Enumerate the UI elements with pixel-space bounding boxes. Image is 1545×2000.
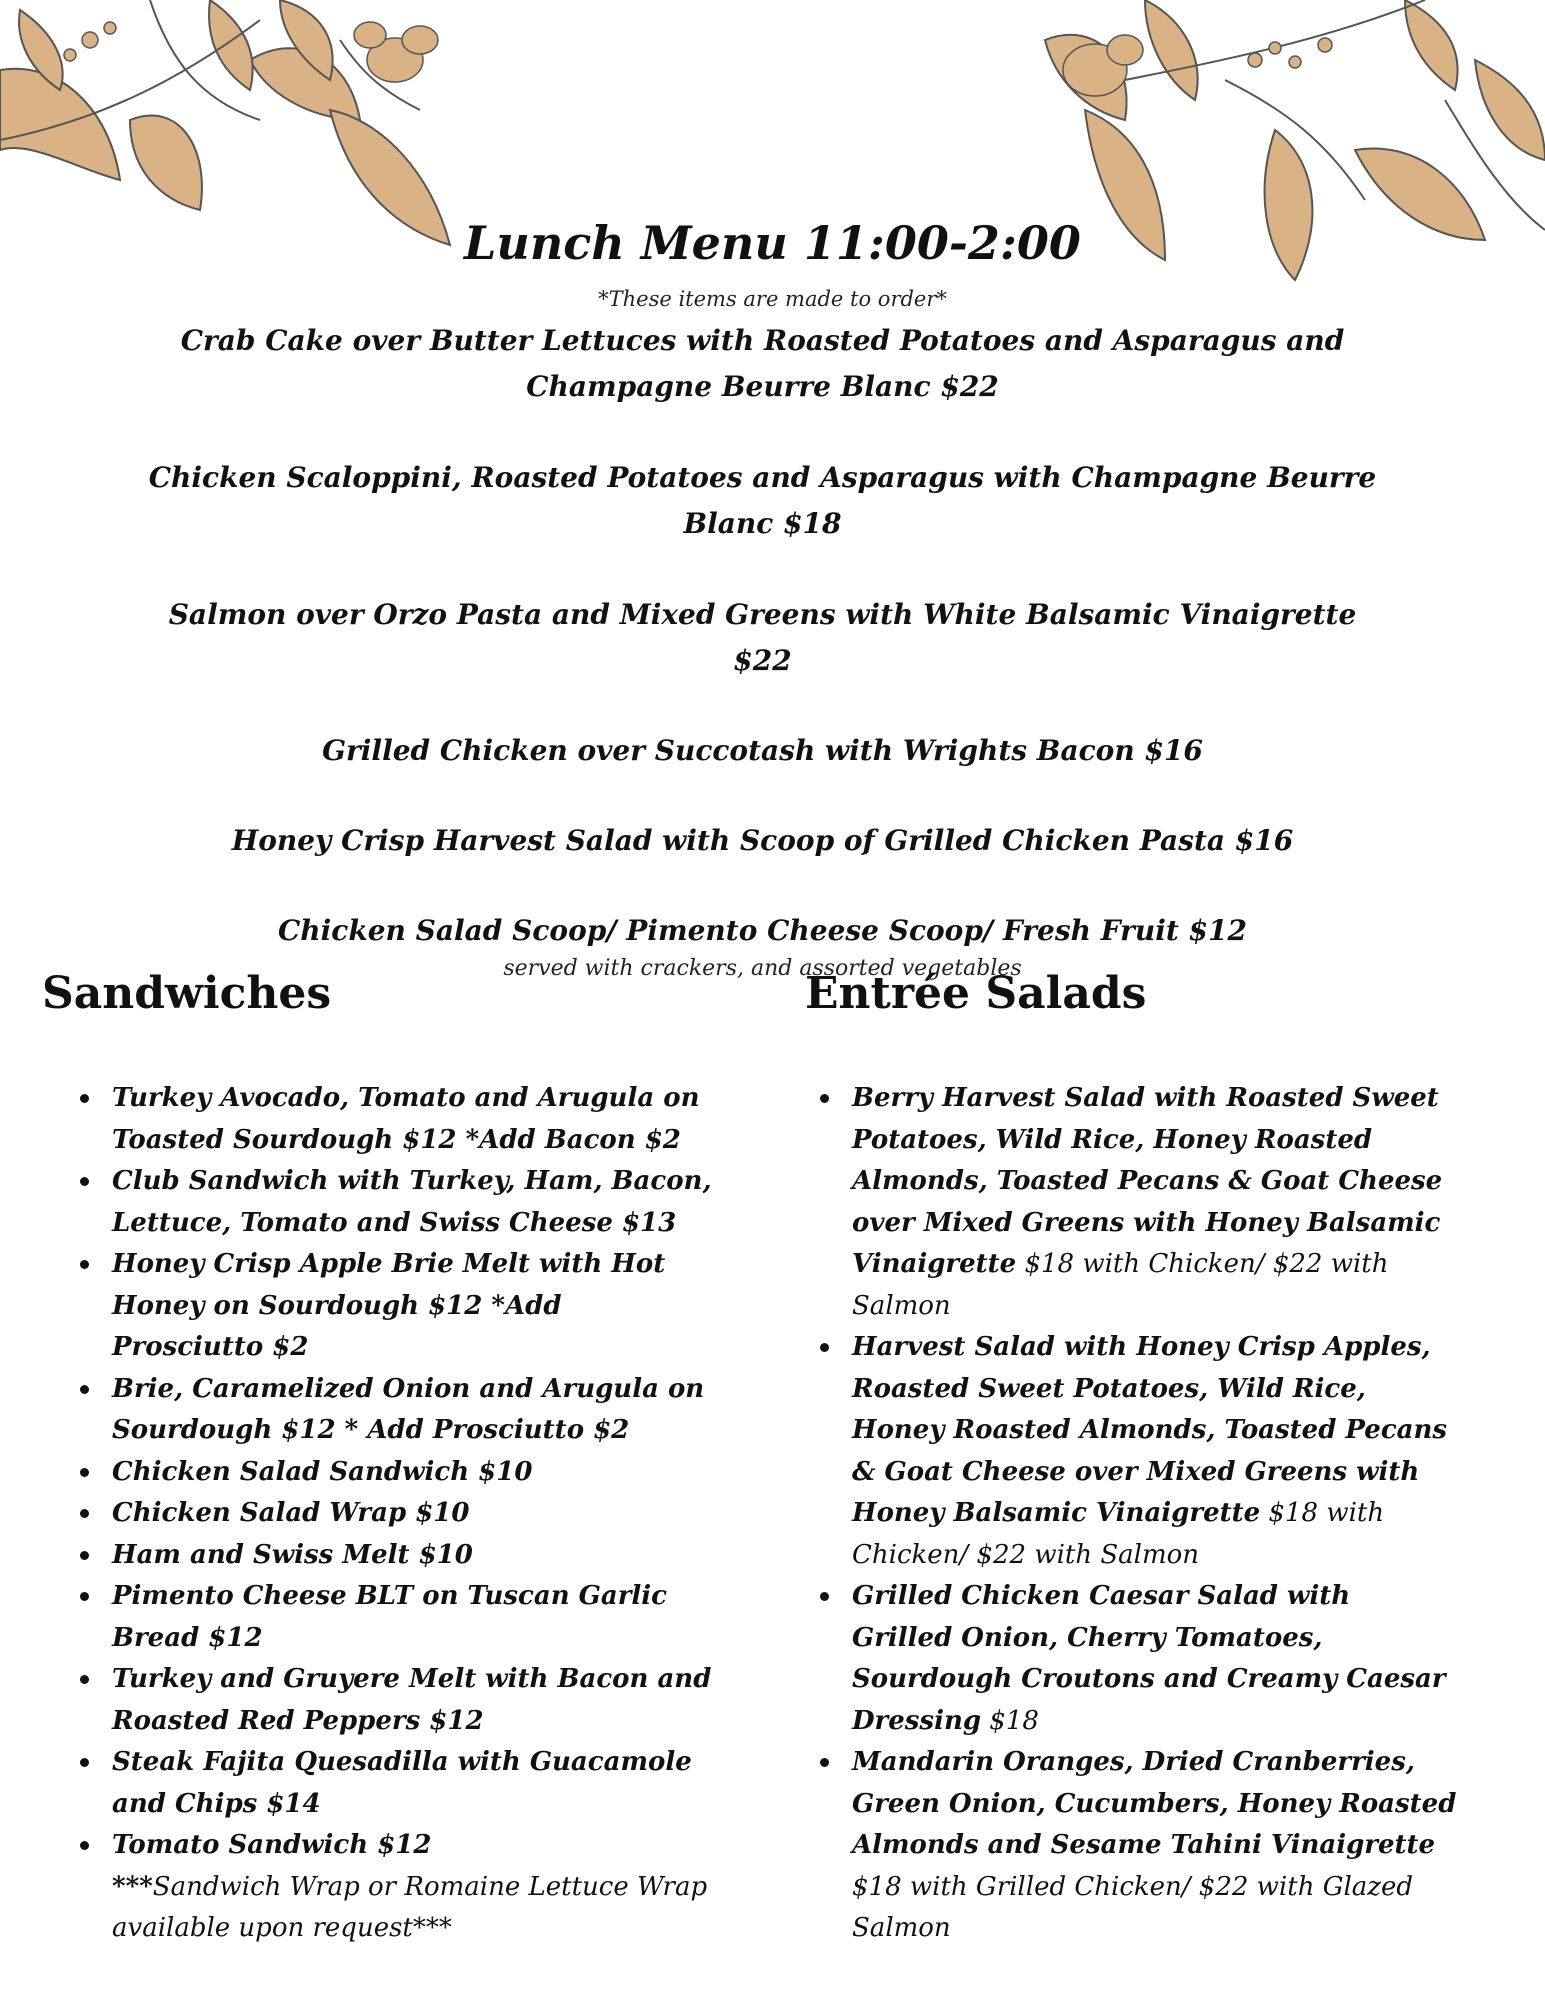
sandwich-item-text: Honey Crisp Apple Brie Melt with Hot Honey on Sourdough $12 *Add Prosciutto $2 — [112, 1249, 666, 1362]
sandwich-item-text: Chicken Salad Sandwich $10 — [112, 1456, 533, 1487]
list-item — [818, 1742, 1458, 1950]
page-title: Lunch Menu 11:00-2:00 — [464, 216, 1081, 270]
salad-item-text: Grilled Chicken Caesar Salad with Grilled Onion, Cherry Tomatoes, Sourdough Croutons and Creamy Caesar Dressing — [852, 1581, 1446, 1736]
list-item — [78, 1576, 718, 1659]
featured-items — [140, 318, 1385, 984]
salad-item-text: Mandarin Oranges, Dried Cranberries, Green Onion, Cucumbers, Honey Roasted Almonds and Sesame Tahini Vinaigrette — [852, 1747, 1457, 1860]
featured-item: Grilled Chicken over Succotash with Wrights Bacon $16 — [322, 734, 1203, 767]
note-stars: *** — [112, 1871, 153, 1902]
sandwich-item-text: Ham and Swiss Melt $10 — [112, 1539, 473, 1570]
sandwich-wrap-note — [78, 1867, 718, 1950]
sandwich-item-text: Turkey Avocado, Tomato and Arugula on Toasted Sourdough $12 *Add Bacon $2 — [112, 1083, 700, 1155]
salad-item-price: $18 with Chicken/ $22 with Salmon — [852, 1498, 1385, 1570]
list-item — [818, 1576, 1458, 1742]
salad-item-text: Harvest Salad with Honey Crisp Apples, Roasted Sweet Potatoes, Wild Rice, Honey Roasted Almonds, Toasted Pecans & Goat Cheese over Mixed Greens with Honey Balsamic Vinaigrette — [852, 1332, 1448, 1528]
salad-item-text: Berry Harvest Salad with Roasted Sweet Potatoes, Wild Rice, Honey Roasted Almonds, Toasted Pecans & Goat Cheese over Mixed Greens with Honey Balsamic Vinaigrette — [852, 1083, 1443, 1279]
list-item — [78, 1742, 718, 1825]
sandwich-item-text: Brie, Caramelized Onion and Arugula on Sourdough $12 * Add Prosciutto $2 — [112, 1373, 705, 1445]
sandwich-item-text: Pimento Cheese BLT on Tuscan Garlic Bread $12 — [112, 1581, 668, 1653]
featured-item: Chicken Scaloppini, Roasted Potatoes and Asparagus with Champagne Beurre Blanc $18 — [148, 461, 1377, 540]
sandwich-item-text: Club Sandwich with Turkey, Ham, Bacon, Lettuce, Tomato and Swiss Cheese $13 — [112, 1166, 712, 1238]
list-item — [78, 1493, 718, 1535]
list-item — [78, 1078, 718, 1161]
note-text: Sandwich Wrap or Romaine Lettuce Wrap available upon request*** — [112, 1871, 708, 1943]
list-item — [78, 1452, 718, 1494]
salad-item-price: $18 — [981, 1705, 1039, 1736]
list-item — [78, 1825, 718, 1867]
sandwich-item-text: Chicken Salad Wrap $10 — [112, 1498, 470, 1528]
featured-item: Salmon over Orzo Pasta and Mixed Greens with White Balsamic Vinaigrette $22 — [168, 598, 1357, 677]
sandwiches-list — [78, 1078, 718, 1950]
list-item — [78, 1369, 718, 1452]
list-item — [78, 1244, 718, 1369]
sandwich-item-text: Tomato Sandwich $12 — [112, 1830, 432, 1860]
sandwich-item-text: Turkey and Gruyere Melt with Bacon and Roasted Red Peppers $12 — [112, 1664, 712, 1736]
sandwich-item-text: Steak Fajita Quesadilla with Guacamole and Chips $14 — [112, 1747, 692, 1819]
page-subtitle: *These items are made to order* — [598, 287, 947, 311]
list-item — [78, 1535, 718, 1577]
featured-note: served with crackers, and assorted vegetables — [503, 956, 1022, 981]
list-item — [78, 1161, 718, 1244]
featured-item: Crab Cake over Butter Lettuces with Roasted Potatoes and Asparagus and Champagne Beurre Blanc $22 — [180, 324, 1345, 403]
sandwiches-heading: Sandwiches — [42, 968, 332, 1019]
featured-item: Honey Crisp Harvest Salad with Scoop of Grilled Chicken Pasta $16 — [231, 824, 1294, 857]
list-item — [78, 1659, 718, 1742]
salad-item-price: $18 with Chicken/ $22 with Salmon — [852, 1249, 1389, 1321]
salad-item-price: $18 with Grilled Chicken/ $22 with Glazed Salmon — [852, 1871, 1414, 1943]
entree-salads-list — [818, 1078, 1458, 1950]
entree-salads-heading: Entrée Salads — [805, 968, 1147, 1019]
featured-item: Chicken Salad Scoop/ Pimento Cheese Scoop/ Fresh Fruit $12 — [278, 914, 1247, 947]
list-item — [818, 1327, 1458, 1576]
list-item — [818, 1078, 1458, 1327]
